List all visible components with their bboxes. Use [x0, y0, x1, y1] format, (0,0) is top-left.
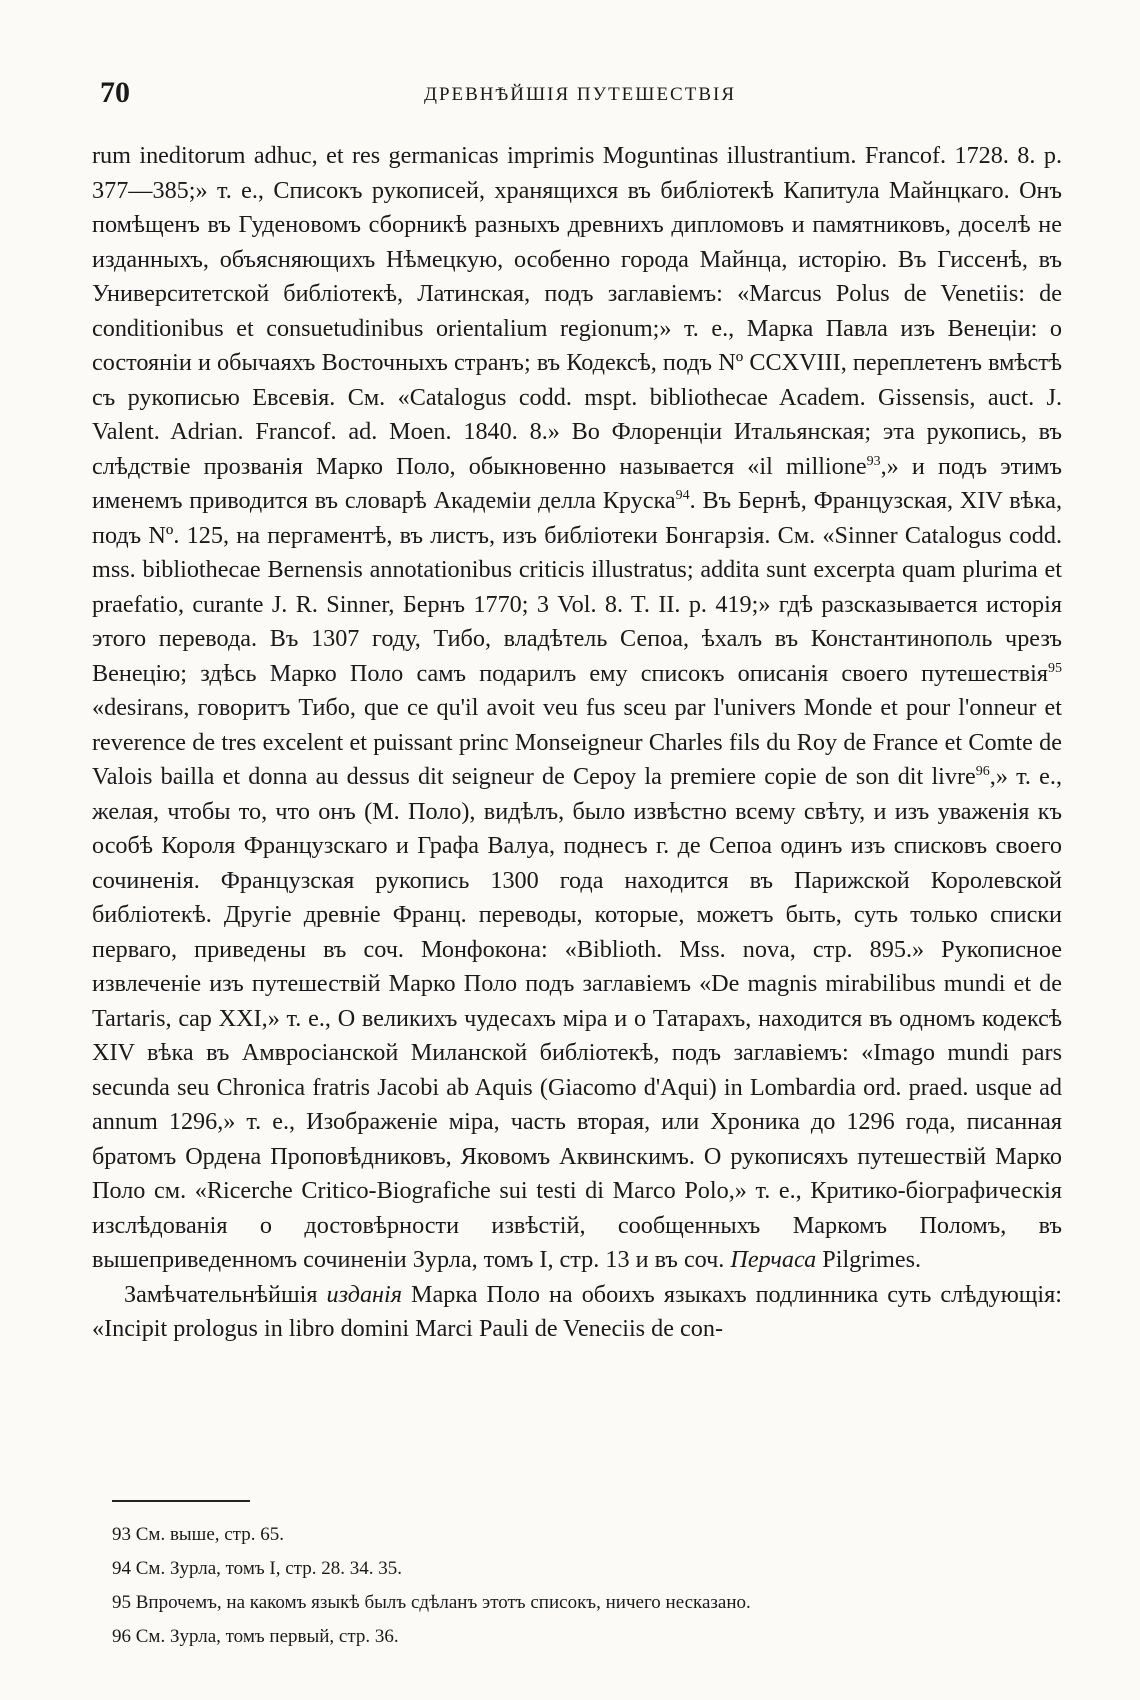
footnote-ref-95: 95 — [1048, 660, 1062, 676]
running-title: ДРЕВНѢЙШІЯ ПУТЕШЕСТВІЯ — [423, 84, 737, 105]
text-run: rum ineditorum adhuc, et res germanicas imprimis Moguntinas illustrantium. Francof. 1728. 8. p. 377—385;» т. е., Списокъ рукописей, хранящихся въ библіотекѣ Капитула Майнцкаго. Онъ помѣщенъ въ Гуденовомъ сборникѣ разныхъ древнихъ дипломовъ и памятниковъ, доселѣ не изданныхъ, объясняющихъ Нѣмецкую, особенно города Майнца, исторію. Въ Гиссенѣ, въ Университетской библіотекѣ, Латинская, подъ заглавіемъ: «Marcus Polus de Venetiis: de conditionibus et consuetudinibus orientalium regionum;» т. е., Марка Павла изъ Венеціи: о состояніи и обычаяхъ Восточныхъ странъ; въ Кодексѣ, подъ Nº CCXVIII, переплетенъ вмѣстѣ съ рукописью Евсевія. См. «Catalogus codd. mspt. bibliothecae Academ. Gissensis, auct. J. Valent. Adrian. Francof. ad. Moen. 1840. 8.» Во Флоренціи Итальянская; эта рукопись, въ слѣдствіе прозванія Марко Поло, обыкновенно называется «il millione — [92, 142, 1062, 480]
text-run: Pilgrimes. — [816, 1246, 922, 1273]
footnote-ref-93: 93 — [866, 453, 881, 469]
footnote-divider — [112, 1500, 250, 1502]
text-run: Замѣчательнѣйшія — [124, 1280, 327, 1308]
emphasis: изданія — [326, 1280, 403, 1308]
paragraph-1 — [92, 139, 1062, 1278]
footnote-95: 95 Впрочемъ, на какомъ языкѣ былъ сдѣланъ этотъ списокъ, ничего несказано. — [112, 1592, 751, 1613]
text-run: Марка Поло на обоихъ языкахъ подлинника суть слѣдующія: «Incipit prologus in libro domini Marci Pauli de Veneciis de con- — [92, 1280, 1062, 1342]
page-number: 70 — [100, 76, 130, 109]
text-run: «desirans, говоритъ Тибо, que ce qu'il avoit veu fus sceu par l'univers Monde et pour l'onneur et reverence de tres excelent et puissant princ Monseigneur Charles fils du Roy de France et Comte de Valois bailla et donna au dessus dit seigneur de Cepoy la premiere copie de son dit livre — [92, 694, 1062, 790]
page-header — [100, 76, 1060, 116]
footnote-94: 94 См. Зурла, томъ I, стр. 28. 34. 35. — [112, 1558, 402, 1579]
footnote-93: 93 См. выше, стр. 65. — [112, 1524, 284, 1545]
footnote-ref-94: 94 — [675, 487, 690, 503]
text-run: . Въ Бернѣ, Французская, XIV вѣка, подъ Nº. 125, на пергаментѣ, въ листъ, изъ библіотеки Бонгарзія. См. «Sinner Catalogus codd. mss. bibliothecae Bernensis annotationibus criticis illustratus; addita sunt excerpta quam plurima et praefatio, curante J. R. Sinner, Бернъ 1770; 3 Vol. 8. T. II. p. 419;» гдѣ разсказывается исторія этого перевода. Въ 1307 году, Тибо, владѣтель Сепоа, ѣхалъ въ Константинополь чрезъ Венецію; здѣсь Марко Поло самъ подарилъ ему списокъ описанія своего путешествія — [92, 487, 1062, 687]
footnote-96: 96 См. Зурла, томъ первый, стр. 36. — [112, 1626, 399, 1647]
paragraph-2 — [92, 1278, 1062, 1347]
text-run: ,» и подъ этимъ именемъ приводится въ словарѣ Академіи делла Круска — [92, 452, 1062, 514]
text-run: ,» т. е., желая, чтобы то, что онъ (М. Поло), видѣлъ, было извѣстно всему свѣту, и изъ уваженія къ особѣ Короля Французскаго и Графа Валуа, поднесъ г. де Сепоа одинъ изъ списковъ своего сочиненія. Французская рукопись 1300 года находится въ Парижской Королевской библіотекѣ. Другіе древніе Франц. переводы, которые, можетъ быть, суть только списки перваго, приведены въ соч. Монфокона: «Biblioth. Mss. nova, стр. 895.» Рукописное извлеченіе изъ путешествій Марко Поло подъ заглавіемъ «De magnis mirabilibus mundi et de Tartaris, cap XXI,» т. е., О великихъ чудесахъ міра и о Татарахъ, находится въ одномъ кодексѣ XIV вѣка въ Амвросіанской Миланской библіотекѣ, подъ заглавіемъ: «Imago mundi pars secunda seu Chronica fratris Jacobi ab Aquis (Giacomo d'Aqui) in Lombardia ord. praed. usque ad annum 1296,» т. е., Изображеніе міра, часть вторая, или Хроника до 1296 года, писанная братомъ Ордена Проповѣдниковъ, Яковомъ Аквинскимъ. О рукописяхъ путешествій Марко Поло см. «Ricerche Critico-Biografiche sui testi di Marco Polo,» т. е., Критико-біографическія изслѣдованія о достовѣрности извѣстій, сообщенныхъ Маркомъ Поломъ, въ вышеприведенномъ сочиненіи Зурла, томъ I, стр. 13 и въ соч. — [92, 763, 1062, 1273]
emphasis: Перчаса — [730, 1246, 817, 1273]
footnotes — [112, 1518, 1062, 1654]
footnote-ref-96: 96 — [975, 763, 990, 779]
body-text — [92, 139, 1062, 1347]
